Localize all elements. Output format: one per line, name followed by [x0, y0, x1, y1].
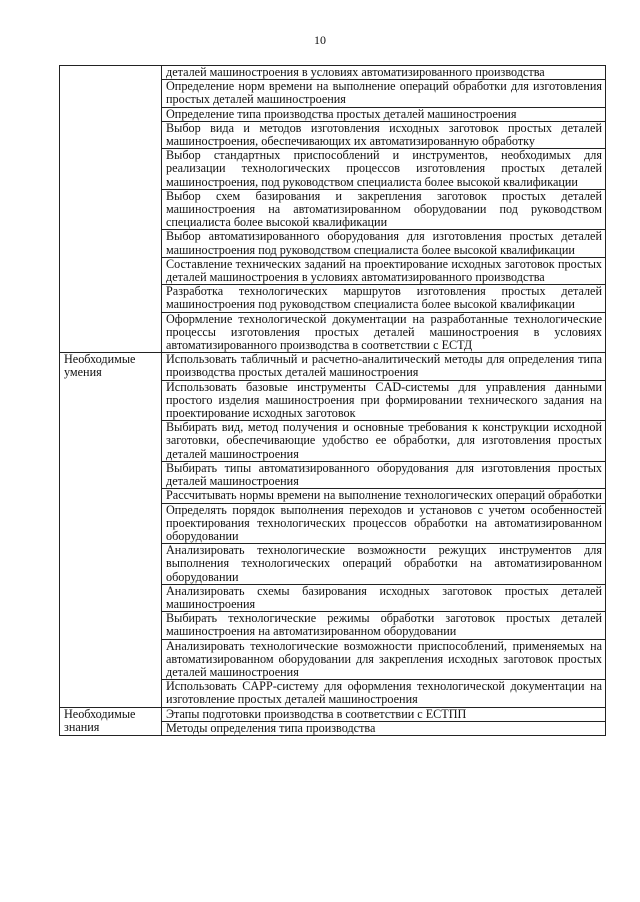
- requirement-item: деталей машиностроения в условиях автоматизированного производства: [162, 66, 606, 80]
- page-number: 10: [314, 33, 326, 47]
- requirement-item: Выбирать вид, метод получения и основные требования к конструкции исходной заготовки, обеспечивающие удобство ее обработки, для изготовления простых деталей машиностроения: [162, 421, 606, 462]
- requirement-item: Определение типа производства простых деталей машиностроения: [162, 107, 606, 121]
- requirement-item: Выбор автоматизированного оборудования для изготовления простых деталей машиностроения под руководством специалиста более высокой квалификации: [162, 230, 606, 257]
- table-row: [60, 707, 606, 721]
- requirement-item: Использовать CAPP-систему для оформления технологической документации на изготовление простых деталей машиностроения: [162, 680, 606, 707]
- requirements-table: [59, 65, 606, 736]
- requirement-item: Выбор вида и методов изготовления исходных заготовок простых деталей машиностроения, обеспечивающих их автоматизированную обработку: [162, 121, 606, 148]
- requirement-item: Разработка технологических маршрутов изготовления простых деталей машиностроения под руководством специалиста более высокой квалификации: [162, 285, 606, 312]
- requirement-item: Этапы подготовки производства в соответствии с ЕСТПП: [162, 707, 606, 721]
- table-row: [60, 353, 606, 380]
- requirement-item: Определение норм времени на выполнение операций обработки для изготовления простых деталей машиностроения: [162, 80, 606, 107]
- requirement-item: Рассчитывать нормы времени на выполнение технологических операций обработки: [162, 489, 606, 503]
- requirement-item: Выбор стандартных приспособлений и инструментов, необходимых для реализации технологических процессов изготовления простых деталей машиностроения, под руководством специалиста более высокой квалификации: [162, 149, 606, 190]
- requirement-item: Использовать табличный и расчетно-аналитический методы для определения типа производства простых деталей машиностроения: [162, 353, 606, 380]
- section-label: [60, 66, 162, 353]
- requirement-item: Составление технических заданий на проектирование исходных заготовок простых деталей машиностроения в условиях автоматизированного производства: [162, 257, 606, 284]
- table-row: [60, 66, 606, 80]
- requirement-item: Определять порядок выполнения переходов и установов с учетом особенностей проектирования технологических процессов обработки на автоматизированном оборудовании: [162, 503, 606, 544]
- requirement-item: Выбирать технологические режимы обработки заготовок простых деталей машиностроения на автоматизированном оборудовании: [162, 612, 606, 639]
- requirement-item: Анализировать технологические возможности приспособлений, применяемых на автоматизированном оборудовании для закрепления исходных заготовок простых деталей машиностроения: [162, 639, 606, 680]
- requirement-item: Использовать базовые инструменты CAD-системы для управления данными простого изделия машиностроения при формировании технического задания на проектирование исходных заготовок: [162, 380, 606, 421]
- requirement-item: Анализировать технологические возможности режущих инструментов для выполнения технологических операций обработки на автоматизированном оборудовании: [162, 544, 606, 585]
- requirement-item: Выбор схем базирования и закрепления заготовок простых деталей машиностроения на автоматизированном оборудовании под руководством специалиста более высокой квалификации: [162, 189, 606, 230]
- requirement-item: Выбирать типы автоматизированного оборудования для изготовления простых деталей машиностроения: [162, 461, 606, 488]
- section-label: Необходимые умения: [60, 353, 162, 707]
- requirement-item: Оформление технологической документации на разработанные технологические процессы изготовления простых деталей машиностроения в условиях автоматизированного производства в соответствии с ЕСТД: [162, 312, 606, 353]
- section-label: Необходимые знания: [60, 707, 162, 735]
- requirement-item: Анализировать схемы базирования исходных заготовок простых деталей машиностроения: [162, 584, 606, 611]
- requirement-item: Методы определения типа производства: [162, 721, 606, 735]
